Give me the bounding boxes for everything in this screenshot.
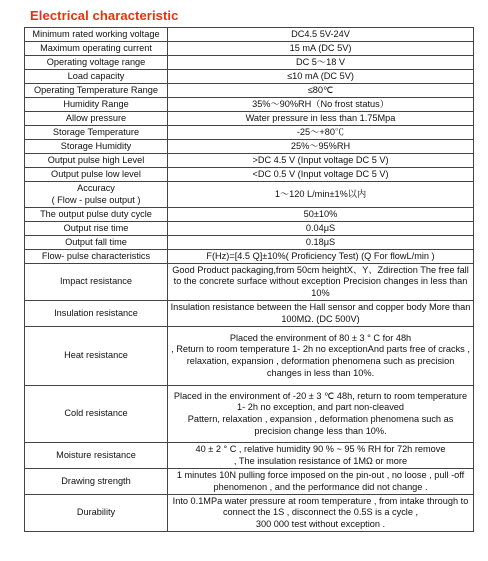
row-value: Placed in the environment of -20 ± 3 ℃ 48h, return to room temperature 1- 2h no exception, and part non-cleaved Pattern, relaxation , expansion , deformation phenomena such as precision change less than 10%.	[168, 386, 474, 443]
table-row	[25, 182, 474, 208]
table-row	[25, 236, 474, 250]
table-row	[25, 42, 474, 56]
row-value: 0.04μS	[168, 222, 474, 236]
row-label: Storage Temperature	[25, 126, 168, 140]
row-value: 40 ± 2 ° C , relative humidity 90 % ~ 95 % RH for 72h remove , The insulation resistance of 1MΩ or more	[168, 443, 474, 469]
table-row	[25, 208, 474, 222]
row-value: F(Hz)=[4.5 Q]±10%( Proficiency Test) (Q For flowL/min )	[168, 250, 474, 264]
row-label: Cold resistance	[25, 386, 168, 443]
row-label: Insulation resistance	[25, 301, 168, 327]
row-value: Water pressure in less than 1.75Mpa	[168, 112, 474, 126]
row-label: Storage Humidity	[25, 140, 168, 154]
row-label: Impact resistance	[25, 264, 168, 301]
row-label: Operating Temperature Range	[25, 84, 168, 98]
table-row	[25, 443, 474, 469]
row-value: DC 5～18 V	[168, 56, 474, 70]
row-value: 1 minutes 10N pulling force imposed on the pin-out , no loose , pull -off phenomenon , and the performance did not change .	[168, 469, 474, 495]
table-row	[25, 327, 474, 386]
table-row	[25, 301, 474, 327]
row-value: <DC 0.5 V (Input voltage DC 5 V)	[168, 168, 474, 182]
table-row	[25, 112, 474, 126]
table-row	[25, 28, 474, 42]
row-label: Durability	[25, 495, 168, 532]
row-label: Operating voltage range	[25, 56, 168, 70]
row-label: Flow- pulse characteristics	[25, 250, 168, 264]
row-value: Good Product packaging,from 50cm heightX、Y、Zdirection The free fall to the concrete surface without exception Precision changes in less than 10%	[168, 264, 474, 301]
row-value: Insulation resistance between the Hall sensor and copper body More than 100MΩ. (DC 500V)	[168, 301, 474, 327]
table-row	[25, 495, 474, 532]
row-label: Drawing strength	[25, 469, 168, 495]
table-row	[25, 140, 474, 154]
row-value: Placed the environment of 80 ± 3 ° C for 48h , Return to room temperature 1- 2h no exceptionAnd parts free of cracks , relaxation, expansion , deformation phenomena such as precision changes in less than 10%.	[168, 327, 474, 386]
row-label: Output fall time	[25, 236, 168, 250]
table-row	[25, 250, 474, 264]
table-row	[25, 264, 474, 301]
row-value: >DC 4.5 V (Input voltage DC 5 V)	[168, 154, 474, 168]
section-title: Electrical characteristic	[30, 8, 179, 23]
row-value: 1～120 L/min±1%以内	[168, 182, 474, 208]
row-value: 50±10%	[168, 208, 474, 222]
row-value: Into 0.1MPa water pressure at room temperature , from intake through to connect the 1S , disconnect the 0.5S is a cycle , 300 000 test without exception .	[168, 495, 474, 532]
table-row	[25, 469, 474, 495]
table-row	[25, 84, 474, 98]
row-label: Humidity Range	[25, 98, 168, 112]
row-value: ≤10 mA (DC 5V)	[168, 70, 474, 84]
row-label: Maximum operating current	[25, 42, 168, 56]
table-row	[25, 70, 474, 84]
table-row	[25, 222, 474, 236]
row-value: 25%～95%RH	[168, 140, 474, 154]
table-row	[25, 386, 474, 443]
row-value: -25～+80℃	[168, 126, 474, 140]
row-label: Output pulse high Level	[25, 154, 168, 168]
row-value: 35%～90%RH（No frost status）	[168, 98, 474, 112]
row-value: 15 mA (DC 5V)	[168, 42, 474, 56]
row-label: Output pulse low level	[25, 168, 168, 182]
row-label: The output pulse duty cycle	[25, 208, 168, 222]
row-value: ≤80℃	[168, 84, 474, 98]
table-row	[25, 168, 474, 182]
row-label: Load capacity	[25, 70, 168, 84]
row-label: Minimum rated working voltage	[25, 28, 168, 42]
row-value: DC4.5 5V-24V	[168, 28, 474, 42]
table-row	[25, 98, 474, 112]
row-label: Accuracy ( Flow - pulse output )	[25, 182, 168, 208]
row-label: Output rise time	[25, 222, 168, 236]
row-value: 0.18μS	[168, 236, 474, 250]
row-label: Allow pressure	[25, 112, 168, 126]
spec-table	[24, 27, 474, 532]
table-row	[25, 56, 474, 70]
table-row	[25, 154, 474, 168]
row-label: Heat resistance	[25, 327, 168, 386]
table-row	[25, 126, 474, 140]
row-label: Moisture resistance	[25, 443, 168, 469]
